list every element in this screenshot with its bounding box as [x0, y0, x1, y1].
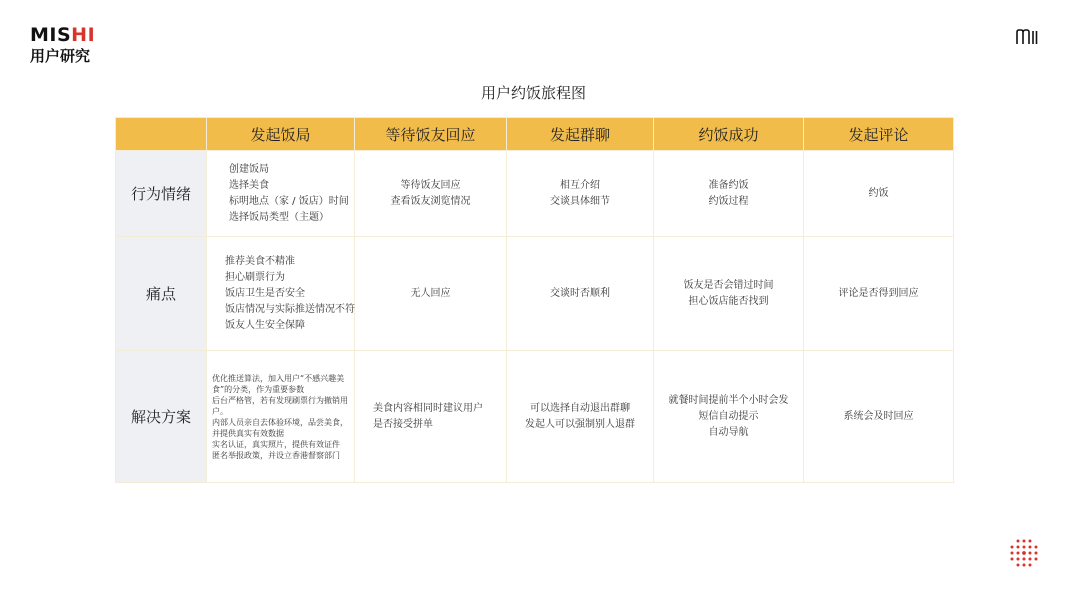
cell-line: 推荐美食不精准	[225, 255, 295, 267]
column-header: 等待饭友回应	[355, 118, 507, 151]
dot	[1011, 546, 1014, 549]
cell-line: 选择美食	[229, 179, 269, 191]
dot	[1017, 558, 1020, 561]
mishi-logo	[30, 26, 95, 45]
dot	[1023, 564, 1026, 567]
cell-line: 交谈时否顺利	[550, 287, 610, 299]
brand-subtitle: 用户研究	[30, 47, 91, 65]
dot	[1011, 552, 1014, 555]
cell-line: 饭店情况与实际推送情况不符	[225, 303, 355, 315]
table-cell	[654, 237, 804, 351]
cell-line: 美食内容相同时建议用户是否接受拼单	[373, 402, 483, 430]
table-row	[116, 351, 954, 483]
cell-line: 自动导航	[708, 426, 749, 438]
table-cell	[804, 151, 954, 237]
table-cell	[355, 237, 507, 351]
cell-line: 系统会及时回应	[843, 410, 914, 422]
table-cell	[207, 151, 355, 237]
table-cell	[507, 237, 654, 351]
column-header: 发起饭局	[207, 118, 355, 151]
cell-line: 担心饭店能否找到	[688, 295, 769, 307]
table-cell	[507, 151, 654, 237]
column-header: 约饭成功	[654, 118, 804, 151]
mi-logo-icon	[1015, 28, 1039, 50]
cell-line: 约饭	[868, 187, 889, 199]
dot	[1017, 564, 1020, 567]
row-header: 痛点	[116, 237, 207, 351]
cell-line: 饭店卫生是否安全	[225, 287, 305, 299]
brand-block	[30, 26, 95, 64]
dot	[1029, 558, 1032, 561]
journey-table	[115, 117, 954, 483]
dot	[1029, 564, 1032, 567]
cell-line: 准备约饭	[708, 179, 749, 191]
cell-line: 后台严格管，若有发现刷票行为撤销用户。	[212, 395, 348, 416]
cell-line: 饭友人生安全保障	[225, 319, 305, 331]
logo-prefix: MIS	[30, 24, 72, 46]
cell-line: 评论是否得到回应	[838, 287, 919, 299]
cell-line: 发起人可以强制别人退群	[525, 418, 635, 430]
table-cell	[507, 351, 654, 483]
cell-line: 就餐时间提前半个小时会发短信自动提示	[668, 394, 789, 422]
dot	[1022, 551, 1026, 555]
page-title: 用户约饭旅程图	[480, 84, 586, 102]
cell-line: 约饭过程	[708, 195, 749, 207]
table-cell	[804, 237, 954, 351]
column-header-blank	[116, 118, 207, 151]
row-header: 行为情绪	[116, 151, 207, 237]
table-cell	[355, 351, 507, 483]
dot	[1029, 552, 1032, 555]
logo-highlight: HI	[71, 24, 96, 46]
dot-grid-icon	[1009, 538, 1039, 572]
cell-line: 内部人员亲自去体验环境，品尝美食，并提供真实有效数据	[212, 417, 348, 438]
cell-line: 匿名举报政策，并设立香港督察部门	[212, 450, 340, 460]
cell-line: 交谈具体细节	[550, 195, 610, 207]
cell-line: 相互介绍	[560, 179, 600, 191]
cell-line: 创建饭局	[229, 163, 269, 175]
cell-line: 标明地点（家 / 饭店）时间	[229, 195, 349, 207]
table-cell	[804, 351, 954, 483]
cell-line: 实名认证，真实照片，提供有效证件	[212, 439, 340, 449]
dot	[1029, 540, 1032, 543]
table-header-row	[116, 118, 954, 151]
cell-line: 等待饭友回应	[400, 179, 461, 191]
table-cell	[207, 351, 355, 483]
dot	[1011, 558, 1014, 561]
row-header: 解决方案	[116, 351, 207, 483]
dot	[1023, 558, 1026, 561]
dot	[1035, 546, 1038, 549]
table-cell	[654, 351, 804, 483]
column-header: 发起评论	[804, 118, 954, 151]
table-row	[116, 237, 954, 351]
table-cell	[207, 237, 355, 351]
cell-line: 查看饭友浏览情况	[390, 195, 471, 207]
table-cell	[654, 151, 804, 237]
cell-line: 选择饭局类型（主题）	[229, 211, 329, 223]
dot	[1029, 546, 1032, 549]
table-row	[116, 151, 954, 237]
dot	[1023, 546, 1026, 549]
cell-line: 担心刷票行为	[225, 271, 285, 283]
table-cell	[355, 151, 507, 237]
dot	[1017, 552, 1020, 555]
cell-line: 饭友是否会错过时间	[683, 279, 774, 291]
cell-line: 无人回应	[410, 287, 451, 299]
cell-line: 可以选择自动退出群聊	[530, 402, 630, 414]
cell-line: 优化推送算法，加入用户“不感兴趣美食”的分类，作为重要参数	[212, 373, 345, 394]
dot	[1023, 540, 1026, 543]
dot	[1017, 546, 1020, 549]
column-header: 发起群聊	[507, 118, 654, 151]
dot	[1035, 552, 1038, 555]
dot	[1035, 558, 1038, 561]
dot	[1017, 540, 1020, 543]
